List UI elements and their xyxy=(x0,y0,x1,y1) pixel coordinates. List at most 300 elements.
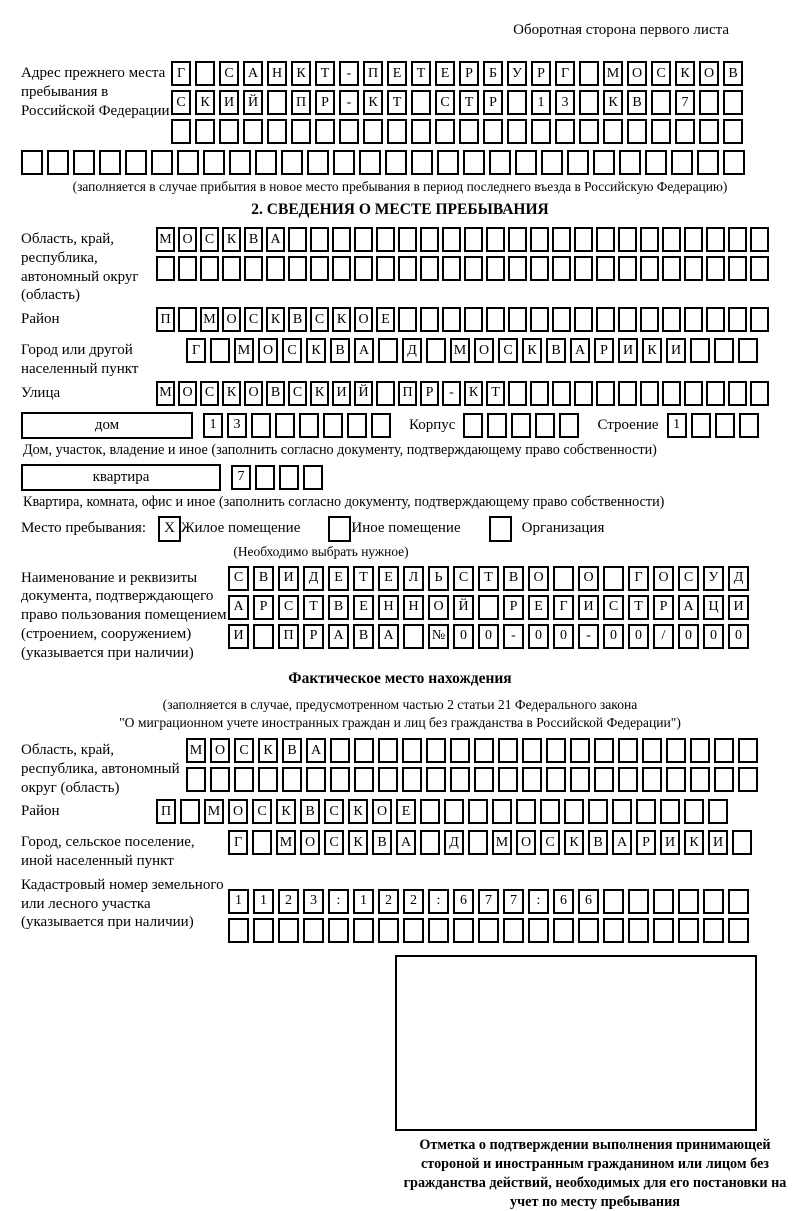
char-box[interactable]: Р xyxy=(459,61,479,86)
char-box[interactable]: Р xyxy=(315,90,335,115)
char-box[interactable] xyxy=(708,799,728,824)
char-box[interactable]: 0 xyxy=(703,624,724,649)
char-box[interactable]: Л xyxy=(403,566,424,591)
char-box[interactable]: 1 xyxy=(667,413,687,438)
char-box[interactable] xyxy=(303,918,324,943)
char-box[interactable]: К xyxy=(310,381,329,406)
char-box[interactable]: Т xyxy=(478,566,499,591)
char-box[interactable] xyxy=(403,624,424,649)
char-box[interactable]: Р xyxy=(483,90,503,115)
char-box[interactable] xyxy=(739,413,759,438)
char-box[interactable] xyxy=(203,150,225,175)
char-box[interactable] xyxy=(151,150,173,175)
char-box[interactable] xyxy=(728,381,747,406)
char-box[interactable]: М xyxy=(234,338,254,363)
char-box[interactable]: С xyxy=(200,381,219,406)
char-box[interactable] xyxy=(288,227,307,252)
char-box[interactable] xyxy=(541,150,563,175)
char-box[interactable] xyxy=(315,119,335,144)
char-box[interactable]: К xyxy=(306,338,326,363)
char-box[interactable] xyxy=(603,566,624,591)
char-box[interactable]: О xyxy=(300,830,320,855)
char-box[interactable]: И xyxy=(578,595,599,620)
char-box[interactable] xyxy=(463,150,485,175)
char-box[interactable] xyxy=(732,830,752,855)
char-box[interactable]: Д xyxy=(728,566,749,591)
char-box[interactable]: А xyxy=(396,830,416,855)
char-box[interactable]: О xyxy=(178,381,197,406)
char-box[interactable]: П xyxy=(156,307,175,332)
char-box[interactable]: К xyxy=(464,381,483,406)
char-box[interactable] xyxy=(371,413,391,438)
char-box[interactable]: - xyxy=(339,61,359,86)
char-box[interactable] xyxy=(570,767,590,792)
char-box[interactable]: М xyxy=(492,830,512,855)
char-box[interactable] xyxy=(171,119,191,144)
char-box[interactable] xyxy=(229,150,251,175)
char-box[interactable]: 1 xyxy=(253,889,274,914)
char-box[interactable] xyxy=(530,256,549,281)
char-box[interactable] xyxy=(378,918,399,943)
char-box[interactable] xyxy=(387,119,407,144)
char-box[interactable] xyxy=(279,465,299,490)
char-box[interactable] xyxy=(420,799,440,824)
char-box[interactable]: 0 xyxy=(728,624,749,649)
char-box[interactable]: Р xyxy=(636,830,656,855)
char-box[interactable] xyxy=(750,227,769,252)
char-box[interactable] xyxy=(596,256,615,281)
char-box[interactable] xyxy=(640,381,659,406)
char-box[interactable]: К xyxy=(291,61,311,86)
char-box[interactable] xyxy=(323,413,343,438)
char-box[interactable]: : xyxy=(328,889,349,914)
char-box[interactable] xyxy=(508,307,527,332)
char-box[interactable]: - xyxy=(578,624,599,649)
char-box[interactable]: А xyxy=(354,338,374,363)
char-box[interactable] xyxy=(339,119,359,144)
char-box[interactable]: Д xyxy=(303,566,324,591)
char-box[interactable] xyxy=(464,307,483,332)
char-box[interactable] xyxy=(378,738,398,763)
char-box[interactable] xyxy=(420,307,439,332)
char-box[interactable]: П xyxy=(278,624,299,649)
char-box[interactable]: Р xyxy=(503,595,524,620)
char-box[interactable]: Р xyxy=(531,61,551,86)
char-box[interactable] xyxy=(486,307,505,332)
char-box[interactable]: С xyxy=(324,830,344,855)
char-box[interactable]: П xyxy=(156,799,176,824)
char-box[interactable] xyxy=(653,918,674,943)
char-box[interactable] xyxy=(420,830,440,855)
char-box[interactable] xyxy=(186,767,206,792)
char-box[interactable]: 1 xyxy=(228,889,249,914)
char-box[interactable] xyxy=(178,307,197,332)
char-box[interactable] xyxy=(478,595,499,620)
char-box[interactable]: Р xyxy=(653,595,674,620)
char-box[interactable]: О xyxy=(178,227,197,252)
char-box[interactable]: Й xyxy=(243,90,263,115)
char-box[interactable] xyxy=(486,256,505,281)
char-box[interactable] xyxy=(354,738,374,763)
char-box[interactable] xyxy=(715,413,735,438)
char-box[interactable] xyxy=(662,227,681,252)
char-box[interactable]: К xyxy=(684,830,704,855)
char-box[interactable] xyxy=(627,119,647,144)
char-box[interactable]: О xyxy=(244,381,263,406)
char-box[interactable]: С xyxy=(171,90,191,115)
char-box[interactable]: Д xyxy=(402,338,422,363)
char-box[interactable] xyxy=(640,307,659,332)
char-box[interactable]: С xyxy=(234,738,254,763)
char-box[interactable]: И xyxy=(728,595,749,620)
char-box[interactable]: О xyxy=(474,338,494,363)
char-box[interactable]: В xyxy=(588,830,608,855)
char-box[interactable]: И xyxy=(278,566,299,591)
char-box[interactable] xyxy=(723,119,743,144)
char-box[interactable] xyxy=(723,90,743,115)
char-box[interactable] xyxy=(310,256,329,281)
char-box[interactable]: В xyxy=(627,90,647,115)
char-box[interactable]: В xyxy=(372,830,392,855)
char-box[interactable]: Е xyxy=(528,595,549,620)
char-box[interactable] xyxy=(618,256,637,281)
char-box[interactable]: К xyxy=(675,61,695,86)
char-box[interactable] xyxy=(243,119,263,144)
char-box[interactable]: 0 xyxy=(453,624,474,649)
char-box[interactable] xyxy=(450,738,470,763)
char-box[interactable] xyxy=(99,150,121,175)
char-box[interactable] xyxy=(706,256,725,281)
char-box[interactable]: О xyxy=(516,830,536,855)
char-box[interactable]: Н xyxy=(378,595,399,620)
char-box[interactable]: 7 xyxy=(478,889,499,914)
char-box[interactable] xyxy=(353,918,374,943)
char-box[interactable]: М xyxy=(186,738,206,763)
char-box[interactable]: 6 xyxy=(578,889,599,914)
char-box[interactable] xyxy=(483,119,503,144)
char-box[interactable]: С xyxy=(244,307,263,332)
char-box[interactable] xyxy=(125,150,147,175)
char-box[interactable] xyxy=(690,738,710,763)
char-box[interactable] xyxy=(528,918,549,943)
char-box[interactable] xyxy=(574,227,593,252)
char-box[interactable]: Е xyxy=(378,566,399,591)
char-box[interactable]: А xyxy=(570,338,590,363)
char-box[interactable]: К xyxy=(195,90,215,115)
char-box[interactable]: Р xyxy=(253,595,274,620)
char-box[interactable]: Г xyxy=(186,338,206,363)
char-box[interactable]: И xyxy=(660,830,680,855)
char-box[interactable] xyxy=(328,918,349,943)
char-box[interactable] xyxy=(723,150,745,175)
char-box[interactable] xyxy=(552,227,571,252)
char-box[interactable] xyxy=(662,381,681,406)
char-box[interactable] xyxy=(612,799,632,824)
char-box[interactable]: Г xyxy=(228,830,248,855)
char-box[interactable] xyxy=(310,227,329,252)
char-box[interactable] xyxy=(474,738,494,763)
char-box[interactable]: В xyxy=(253,566,274,591)
char-box[interactable] xyxy=(442,256,461,281)
char-box[interactable]: В xyxy=(546,338,566,363)
char-box[interactable] xyxy=(640,227,659,252)
char-box[interactable] xyxy=(703,889,724,914)
char-box[interactable]: 2 xyxy=(403,889,424,914)
char-box[interactable] xyxy=(628,918,649,943)
char-box[interactable] xyxy=(636,799,656,824)
char-box[interactable] xyxy=(522,767,542,792)
char-box[interactable]: К xyxy=(522,338,542,363)
char-box[interactable]: : xyxy=(428,889,449,914)
char-box[interactable] xyxy=(618,738,638,763)
char-box[interactable] xyxy=(515,150,537,175)
char-box[interactable] xyxy=(579,90,599,115)
char-box[interactable] xyxy=(522,738,542,763)
char-box[interactable] xyxy=(275,413,295,438)
char-box[interactable] xyxy=(678,918,699,943)
char-box[interactable] xyxy=(288,256,307,281)
char-box[interactable]: 1 xyxy=(531,90,551,115)
char-box[interactable]: С xyxy=(324,799,344,824)
char-box[interactable] xyxy=(442,227,461,252)
char-box[interactable] xyxy=(354,256,373,281)
char-box[interactable] xyxy=(728,307,747,332)
char-box[interactable] xyxy=(468,799,488,824)
char-box[interactable] xyxy=(691,413,711,438)
char-box[interactable] xyxy=(266,256,285,281)
char-box[interactable]: М xyxy=(276,830,296,855)
char-box[interactable]: - xyxy=(339,90,359,115)
char-box[interactable] xyxy=(651,119,671,144)
char-box[interactable] xyxy=(492,799,512,824)
char-box[interactable] xyxy=(738,767,758,792)
char-box[interactable]: Г xyxy=(553,595,574,620)
char-box[interactable] xyxy=(651,90,671,115)
char-box[interactable] xyxy=(459,119,479,144)
char-box[interactable] xyxy=(486,227,505,252)
char-box[interactable] xyxy=(253,918,274,943)
char-box[interactable] xyxy=(507,90,527,115)
char-box[interactable]: Т xyxy=(411,61,431,86)
char-box[interactable]: Е xyxy=(353,595,374,620)
char-box[interactable]: Б xyxy=(483,61,503,86)
char-box[interactable] xyxy=(728,227,747,252)
char-box[interactable]: 1 xyxy=(203,413,223,438)
char-box[interactable]: К xyxy=(258,738,278,763)
char-box[interactable]: С xyxy=(282,338,302,363)
char-box[interactable]: В xyxy=(503,566,524,591)
char-box[interactable]: С xyxy=(453,566,474,591)
char-box[interactable] xyxy=(603,889,624,914)
char-box[interactable] xyxy=(531,119,551,144)
char-box[interactable] xyxy=(535,413,555,438)
char-box[interactable]: И xyxy=(219,90,239,115)
char-box[interactable]: С xyxy=(228,566,249,591)
char-box[interactable]: М xyxy=(450,338,470,363)
char-box[interactable]: К xyxy=(642,338,662,363)
char-box[interactable]: С xyxy=(603,595,624,620)
char-box[interactable] xyxy=(178,256,197,281)
char-box[interactable]: 0 xyxy=(603,624,624,649)
char-box[interactable] xyxy=(21,150,43,175)
char-box[interactable] xyxy=(332,227,351,252)
char-box[interactable] xyxy=(574,256,593,281)
char-box[interactable]: У xyxy=(507,61,527,86)
char-box[interactable]: О xyxy=(578,566,599,591)
char-box[interactable]: М xyxy=(204,799,224,824)
char-box[interactable] xyxy=(398,307,417,332)
char-box[interactable] xyxy=(252,830,272,855)
char-box[interactable] xyxy=(618,381,637,406)
char-box[interactable]: О xyxy=(228,799,248,824)
char-box[interactable]: А xyxy=(612,830,632,855)
char-box[interactable] xyxy=(420,227,439,252)
char-box[interactable] xyxy=(354,227,373,252)
char-box[interactable] xyxy=(402,738,422,763)
char-box[interactable] xyxy=(363,119,383,144)
char-box[interactable]: И xyxy=(228,624,249,649)
char-box[interactable] xyxy=(330,738,350,763)
char-box[interactable]: Т xyxy=(303,595,324,620)
char-box[interactable]: 6 xyxy=(553,889,574,914)
char-box[interactable]: С xyxy=(651,61,671,86)
char-box[interactable] xyxy=(278,918,299,943)
char-box[interactable] xyxy=(738,338,758,363)
char-box[interactable] xyxy=(222,256,241,281)
char-box[interactable] xyxy=(671,150,693,175)
char-box[interactable]: И xyxy=(708,830,728,855)
char-box[interactable] xyxy=(703,918,724,943)
char-box[interactable] xyxy=(195,61,215,86)
char-box[interactable] xyxy=(684,227,703,252)
char-box[interactable]: С xyxy=(540,830,560,855)
char-box[interactable] xyxy=(508,256,527,281)
char-box[interactable]: С xyxy=(278,595,299,620)
char-box[interactable] xyxy=(508,227,527,252)
char-box[interactable] xyxy=(552,381,571,406)
char-box[interactable] xyxy=(530,381,549,406)
char-box[interactable]: Р xyxy=(303,624,324,649)
char-box[interactable] xyxy=(498,767,518,792)
char-box[interactable]: Т xyxy=(315,61,335,86)
char-box[interactable] xyxy=(619,150,641,175)
char-box[interactable] xyxy=(750,307,769,332)
char-box[interactable]: В xyxy=(244,227,263,252)
char-box[interactable] xyxy=(244,256,263,281)
char-box[interactable]: С xyxy=(200,227,219,252)
char-box[interactable] xyxy=(530,227,549,252)
checkbox-residential[interactable]: X xyxy=(158,516,181,542)
char-box[interactable]: У xyxy=(703,566,724,591)
char-box[interactable] xyxy=(47,150,69,175)
char-box[interactable] xyxy=(228,918,249,943)
char-box[interactable] xyxy=(728,256,747,281)
char-box[interactable] xyxy=(281,150,303,175)
char-box[interactable] xyxy=(553,918,574,943)
char-box[interactable] xyxy=(684,799,704,824)
char-box[interactable] xyxy=(750,256,769,281)
char-box[interactable] xyxy=(642,767,662,792)
char-box[interactable] xyxy=(306,767,326,792)
char-box[interactable] xyxy=(618,307,637,332)
char-box[interactable] xyxy=(653,889,674,914)
char-box[interactable] xyxy=(662,256,681,281)
char-box[interactable] xyxy=(474,767,494,792)
char-box[interactable]: Т xyxy=(353,566,374,591)
char-box[interactable] xyxy=(699,119,719,144)
char-box[interactable] xyxy=(574,307,593,332)
char-box[interactable] xyxy=(588,799,608,824)
char-box[interactable]: В xyxy=(723,61,743,86)
char-box[interactable] xyxy=(540,799,560,824)
checkbox-other-premises[interactable] xyxy=(328,516,351,542)
char-box[interactable]: 2 xyxy=(278,889,299,914)
char-box[interactable]: С xyxy=(435,90,455,115)
char-box[interactable]: А xyxy=(678,595,699,620)
char-box[interactable] xyxy=(255,150,277,175)
char-box[interactable] xyxy=(435,119,455,144)
char-box[interactable] xyxy=(594,738,614,763)
char-box[interactable] xyxy=(750,381,769,406)
char-box[interactable]: В xyxy=(300,799,320,824)
char-box[interactable] xyxy=(662,307,681,332)
char-box[interactable] xyxy=(210,767,230,792)
char-box[interactable] xyxy=(714,767,734,792)
char-box[interactable] xyxy=(675,119,695,144)
char-box[interactable] xyxy=(714,738,734,763)
char-box[interactable] xyxy=(503,918,524,943)
char-box[interactable]: О xyxy=(428,595,449,620)
char-box[interactable] xyxy=(574,381,593,406)
char-box[interactable] xyxy=(307,150,329,175)
char-box[interactable] xyxy=(332,256,351,281)
char-box[interactable] xyxy=(251,413,271,438)
char-box[interactable] xyxy=(684,256,703,281)
char-box[interactable] xyxy=(596,307,615,332)
char-box[interactable] xyxy=(354,767,374,792)
char-box[interactable]: 7 xyxy=(231,465,251,490)
char-box[interactable]: Н xyxy=(403,595,424,620)
char-box[interactable] xyxy=(398,227,417,252)
char-box[interactable] xyxy=(666,767,686,792)
char-box[interactable]: Г xyxy=(171,61,191,86)
char-box[interactable] xyxy=(728,889,749,914)
checkbox-organization[interactable] xyxy=(489,516,512,542)
char-box[interactable]: О xyxy=(372,799,392,824)
char-box[interactable]: В xyxy=(330,338,350,363)
char-box[interactable]: Н xyxy=(267,61,287,86)
char-box[interactable] xyxy=(555,119,575,144)
char-box[interactable] xyxy=(267,90,287,115)
char-box[interactable]: А xyxy=(266,227,285,252)
char-box[interactable]: А xyxy=(306,738,326,763)
char-box[interactable] xyxy=(177,150,199,175)
char-box[interactable] xyxy=(552,256,571,281)
char-box[interactable] xyxy=(376,381,395,406)
char-box[interactable] xyxy=(578,918,599,943)
char-box[interactable] xyxy=(330,767,350,792)
char-box[interactable]: Е xyxy=(376,307,395,332)
char-box[interactable]: О xyxy=(222,307,241,332)
char-box[interactable] xyxy=(596,227,615,252)
char-box[interactable] xyxy=(559,413,579,438)
char-box[interactable]: В xyxy=(328,595,349,620)
char-box[interactable] xyxy=(156,256,175,281)
char-box[interactable] xyxy=(628,889,649,914)
char-box[interactable]: А xyxy=(328,624,349,649)
char-box[interactable] xyxy=(570,738,590,763)
char-box[interactable] xyxy=(564,799,584,824)
